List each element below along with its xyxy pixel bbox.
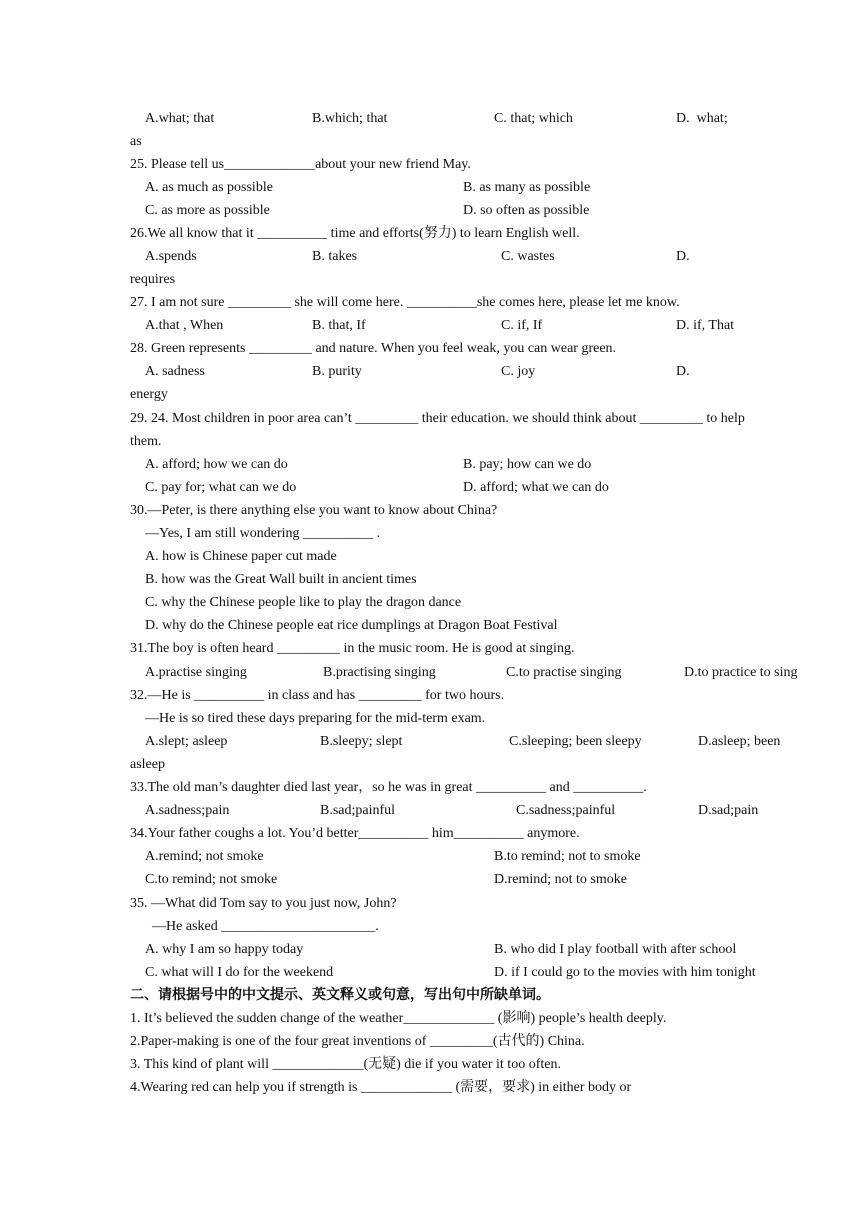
text-line-q28: 28. Green represents _________ and nature. When you feel weak, you can wear green. <box>130 341 617 356</box>
text-line-q28a: A. sadness <box>145 364 205 379</box>
text-line-q27d: D. if, That <box>676 318 735 333</box>
text-line-s4: 4.Wearing red can help you if strength is _____________ (需要，要求) in either body or <box>130 1080 632 1095</box>
text-line-l1c: C. that; which <box>494 111 573 126</box>
text-line-q30r: —Yes, I am still wondering __________ . <box>145 526 381 541</box>
text-line-q35r: —He asked ______________________. <box>152 919 379 934</box>
text-line-q31c: C.to practise singing <box>506 665 622 680</box>
text-line-q28c: C. joy <box>501 364 536 379</box>
text-line-l1b: B.which; that <box>312 111 388 126</box>
text-line-q32d2: asleep <box>130 757 165 772</box>
text-line-q27a: A.that , When <box>145 318 224 333</box>
text-line-q34d: D.remind; not to smoke <box>494 872 627 887</box>
text-line-q26: 26.We all know that it __________ time and efforts(努力) to learn English well. <box>130 226 580 241</box>
text-line-q25a: A. as much as possible <box>145 180 273 195</box>
text-line-q32b: B.sleepy; slept <box>320 734 403 749</box>
text-line-q29bb: B. pay; how can we do <box>463 457 592 472</box>
text-line-q29a: A. afford; how we can do <box>145 457 288 472</box>
text-line-q32c: C.sleeping; been sleepy <box>509 734 642 749</box>
text-line-q33: 33.The old man’s daughter died last year，so he was in great __________ and __________. <box>130 780 647 795</box>
text-line-q32: 32.—He is __________ in class and has _________ for two hours. <box>130 688 505 703</box>
text-line-q29: 29. 24. Most children in poor area can’t _________ their education. we should think about _________ to help <box>130 411 745 426</box>
text-line-l1a: A.what; that <box>145 111 215 126</box>
text-line-q26a: A.spends <box>145 249 197 264</box>
text-line-q25d: D. so often as possible <box>463 203 590 218</box>
text-line-q26d: D. <box>676 249 690 264</box>
text-line-q29d: D. afford; what we can do <box>463 480 609 495</box>
text-line-l1d: D. what; <box>676 111 728 126</box>
text-line-s1: 1. It’s believed the sudden change of the weather_____________ (影响) people’s health deeply. <box>130 1011 667 1026</box>
text-line-q27c: C. if, If <box>501 318 543 333</box>
text-line-l2: as <box>130 134 142 149</box>
text-line-q31d: D.to practice to sing <box>684 665 798 680</box>
text-line-q27: 27. I am not sure _________ she will come here. __________she comes here, please let me know. <box>130 295 680 310</box>
text-line-q26b: B. takes <box>312 249 358 264</box>
text-line-q33b: B.sad;painful <box>320 803 396 818</box>
text-line-s3: 3. This kind of plant will _____________(无疑) die if you water it too often. <box>130 1057 561 1072</box>
text-line-s2: 2.Paper-making is one of the four great inventions of _________(古代的) China. <box>130 1034 585 1049</box>
text-line-q35d: D. if I could go to the movies with him tonight <box>494 965 756 980</box>
text-line-q34b: B.to remind; not to smoke <box>494 849 641 864</box>
text-line-q31b: B.practising singing <box>323 665 436 680</box>
text-line-q29b2: them. <box>130 434 162 449</box>
text-line-q30: 30.—Peter, is there anything else you want to know about China? <box>130 503 498 518</box>
text-line-q26d2: requires <box>130 272 176 287</box>
text-line-q32d: D.asleep; been <box>698 734 781 749</box>
text-line-q34a: A.remind; not smoke <box>145 849 264 864</box>
text-line-q33a: A.sadness;pain <box>145 803 230 818</box>
text-line-q30d: D. why do the Chinese people eat rice dumplings at Dragon Boat Festival <box>145 618 558 633</box>
text-line-q34: 34.Your father coughs a lot. You’d better__________ him__________ anymore. <box>130 826 580 841</box>
text-line-q33c: C.sadness;painful <box>516 803 616 818</box>
text-line-q28d2: energy <box>130 387 168 402</box>
text-line-q27b: B. that, If <box>312 318 366 333</box>
text-line-q29c: C. pay for; what can we do <box>145 480 297 495</box>
text-line-sec2: 二、请根据号中的中文提示、英文释义或句意，写出句中所缺单词。 <box>130 988 550 1003</box>
text-line-q26c: C. wastes <box>501 249 555 264</box>
text-line-q31: 31.The boy is often heard _________ in the music room. He is good at singing. <box>130 641 575 656</box>
text-line-q32r: —He is so tired these days preparing for the mid-term exam. <box>145 711 486 726</box>
text-line-q30c: C. why the Chinese people like to play the dragon dance <box>145 595 462 610</box>
text-line-q25b: B. as many as possible <box>463 180 591 195</box>
text-line-q35b: B. who did I play football with after school <box>494 942 737 957</box>
text-line-q35c: C. what will I do for the weekend <box>145 965 334 980</box>
text-line-q32a: A.slept; asleep <box>145 734 228 749</box>
text-line-q25c: C. as more as possible <box>145 203 270 218</box>
text-line-q31a: A.practise singing <box>145 665 247 680</box>
text-line-q30a: A. how is Chinese paper cut made <box>145 549 337 564</box>
text-line-q28d: D. <box>676 364 690 379</box>
text-line-q33d: D.sad;pain <box>698 803 759 818</box>
text-line-q35a: A. why I am so happy today <box>145 942 304 957</box>
text-line-q28b: B. purity <box>312 364 362 379</box>
text-line-q30b: B. how was the Great Wall built in ancient times <box>145 572 417 587</box>
text-line-q25: 25. Please tell us_____________about your new friend May. <box>130 157 471 172</box>
text-line-q35: 35. —What did Tom say to you just now, John? <box>130 896 397 911</box>
text-line-q34c: C.to remind; not smoke <box>145 872 278 887</box>
